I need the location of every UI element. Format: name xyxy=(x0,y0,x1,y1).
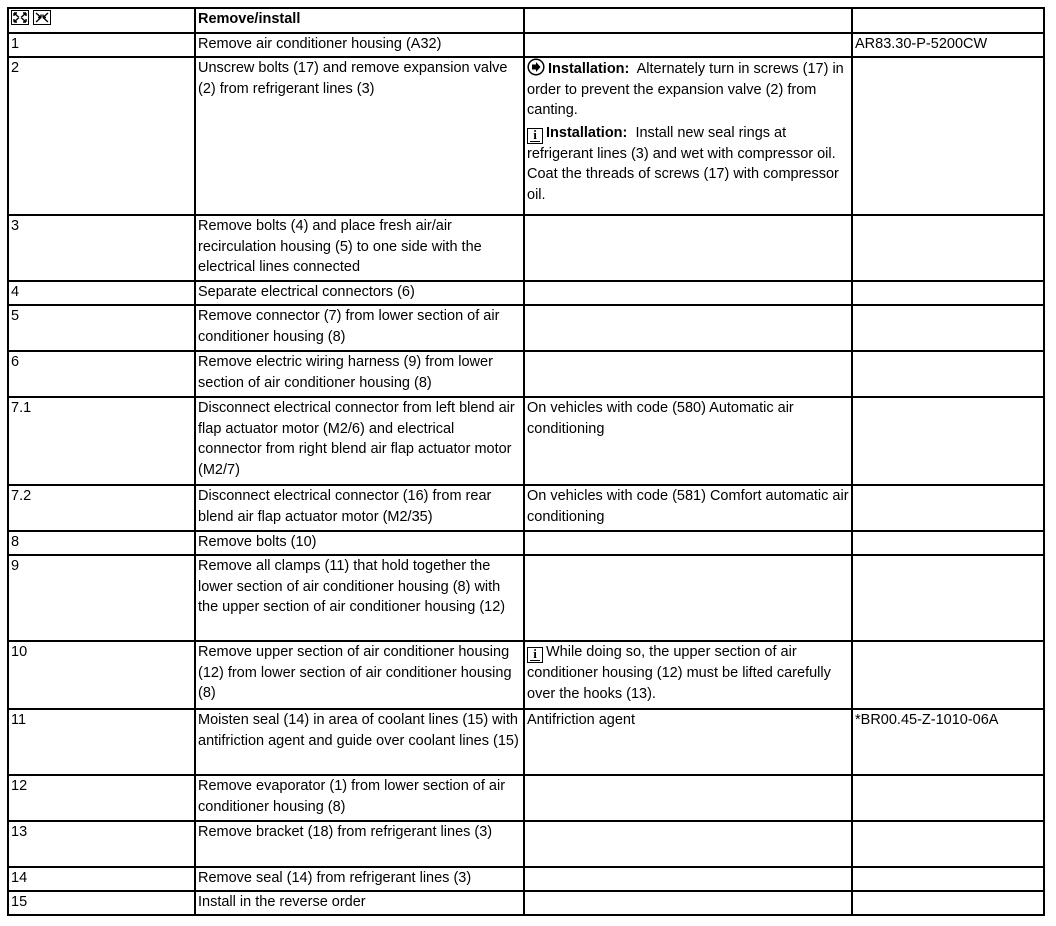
step-action: Remove seal (14) from refrigerant lines (3) xyxy=(195,867,524,891)
reference-link xyxy=(852,215,1044,281)
step-action: Remove upper section of air conditioner housing (12) from lower section of air conditioner housing (8) xyxy=(195,641,524,709)
step-notes xyxy=(524,33,852,57)
reference-link xyxy=(852,555,1044,641)
table-row xyxy=(8,867,1044,891)
step-number: 5 xyxy=(8,305,195,351)
reference-link xyxy=(852,305,1044,351)
step-action: Disconnect electrical connector (16) from rear blend air flap actuator motor (M2/35) xyxy=(195,485,524,531)
reference-link xyxy=(852,775,1044,821)
table-row xyxy=(8,57,1044,215)
step-action: Remove evaporator (1) from lower section of air conditioner housing (8) xyxy=(195,775,524,821)
table-row xyxy=(8,555,1044,641)
step-action: Remove electric wiring harness (9) from lower section of air conditioner housing (8) xyxy=(195,351,524,397)
step-action: Separate electrical connectors (6) xyxy=(195,281,524,305)
note xyxy=(527,486,849,527)
table-row xyxy=(8,351,1044,397)
step-notes xyxy=(524,709,852,775)
reference-link xyxy=(852,867,1044,891)
step-notes xyxy=(524,821,852,867)
table-row xyxy=(8,775,1044,821)
table-row xyxy=(8,709,1044,775)
header-row xyxy=(8,8,1044,33)
reference-link xyxy=(852,531,1044,555)
reference-link xyxy=(852,821,1044,867)
table-row xyxy=(8,531,1044,555)
step-action: Remove bracket (18) from refrigerant lines (3) xyxy=(195,821,524,867)
step-notes xyxy=(524,397,852,485)
step-number: 13 xyxy=(8,821,195,867)
step-notes xyxy=(524,531,852,555)
step-number: 12 xyxy=(8,775,195,821)
step-action: Remove connector (7) from lower section of air conditioner housing (8) xyxy=(195,305,524,351)
step-action: Moisten seal (14) in area of coolant lines (15) with antifriction agent and guide over coolant lines (15) xyxy=(195,709,524,775)
step-number: 7.2 xyxy=(8,485,195,531)
note-text: On vehicles with code (581) Comfort automatic air conditioning xyxy=(527,488,849,525)
reference-link xyxy=(852,485,1044,531)
step-notes xyxy=(524,775,852,821)
reference-link xyxy=(852,57,1044,215)
reference-link xyxy=(852,641,1044,709)
note-text: On vehicles with code (580) Automatic air conditioning xyxy=(527,400,794,437)
note-text: Antifriction agent xyxy=(527,712,636,728)
note xyxy=(527,58,849,121)
step-notes xyxy=(524,351,852,397)
step-number: 14 xyxy=(8,867,195,891)
note-label: Installation: xyxy=(548,61,630,77)
table-row xyxy=(8,33,1044,57)
step-action: Disconnect electrical connector from left blend air flap actuator motor (M2/6) and electrical connector from right blend air flap actuator motor (M2/7) xyxy=(195,397,524,485)
info-icon: i xyxy=(527,128,543,144)
table-row xyxy=(8,305,1044,351)
step-notes xyxy=(524,485,852,531)
info-icon: i xyxy=(527,647,543,663)
expand-icon[interactable] xyxy=(11,10,29,25)
step-number: 4 xyxy=(8,281,195,305)
reference-link xyxy=(852,397,1044,485)
note xyxy=(527,398,849,439)
header-icon-cell xyxy=(8,8,195,33)
step-number: 1 xyxy=(8,33,195,57)
step-action: Remove air conditioner housing (A32) xyxy=(195,33,524,57)
header-title: Remove/install xyxy=(195,8,524,33)
reference-link[interactable]: *BR00.45-Z-1010-06A xyxy=(852,709,1044,775)
step-notes xyxy=(524,305,852,351)
note-text: While doing so, the upper section of air conditioner housing (12) must be lifted carefully over the hooks (13). xyxy=(527,644,831,702)
note-label: Installation: xyxy=(546,124,628,141)
table-row xyxy=(8,397,1044,485)
reference-link xyxy=(852,281,1044,305)
step-number: 6 xyxy=(8,351,195,397)
note xyxy=(527,642,849,704)
step-action: Remove bolts (10) xyxy=(195,531,524,555)
table-row xyxy=(8,215,1044,281)
header-ref-cell xyxy=(852,8,1044,33)
note-text: Install new seal rings at refrigerant lines (3) and wet with compressor oil. Coat the threads of screws (17) with compressor oil. xyxy=(527,124,839,203)
step-notes xyxy=(524,891,852,915)
step-number: 11 xyxy=(8,709,195,775)
step-number: 10 xyxy=(8,641,195,709)
table-row xyxy=(8,821,1044,867)
step-notes xyxy=(524,555,852,641)
step-notes xyxy=(524,57,852,215)
collapse-icon[interactable] xyxy=(33,10,51,25)
reference-link xyxy=(852,351,1044,397)
step-number: 9 xyxy=(8,555,195,641)
step-notes xyxy=(524,641,852,709)
note xyxy=(527,123,849,206)
header-notes-cell xyxy=(524,8,852,33)
table-row xyxy=(8,485,1044,531)
note xyxy=(527,710,849,731)
procedure-table xyxy=(7,7,1045,916)
step-number: 8 xyxy=(8,531,195,555)
table-row xyxy=(8,891,1044,915)
step-notes xyxy=(524,867,852,891)
installation-arrow-icon xyxy=(527,58,545,76)
reference-link[interactable]: AR83.30-P-5200CW xyxy=(852,33,1044,57)
note-text: Alternately turn in screws (17) in order to prevent the expansion valve (2) from canting. xyxy=(527,61,844,118)
reference-link xyxy=(852,891,1044,915)
step-action: Install in the reverse order xyxy=(195,891,524,915)
table-row xyxy=(8,281,1044,305)
step-number: 7.1 xyxy=(8,397,195,485)
step-number: 3 xyxy=(8,215,195,281)
step-number: 2 xyxy=(8,57,195,215)
step-action: Remove bolts (4) and place fresh air/air recirculation housing (5) to one side with the electrical lines connected xyxy=(195,215,524,281)
step-action: Remove all clamps (11) that hold together the lower section of air conditioner housing (8) with the upper section of air conditioner housing (12) xyxy=(195,555,524,641)
step-number: 15 xyxy=(8,891,195,915)
table-row xyxy=(8,641,1044,709)
step-notes xyxy=(524,215,852,281)
step-action: Unscrew bolts (17) and remove expansion valve (2) from refrigerant lines (3) xyxy=(195,57,524,215)
step-notes xyxy=(524,281,852,305)
